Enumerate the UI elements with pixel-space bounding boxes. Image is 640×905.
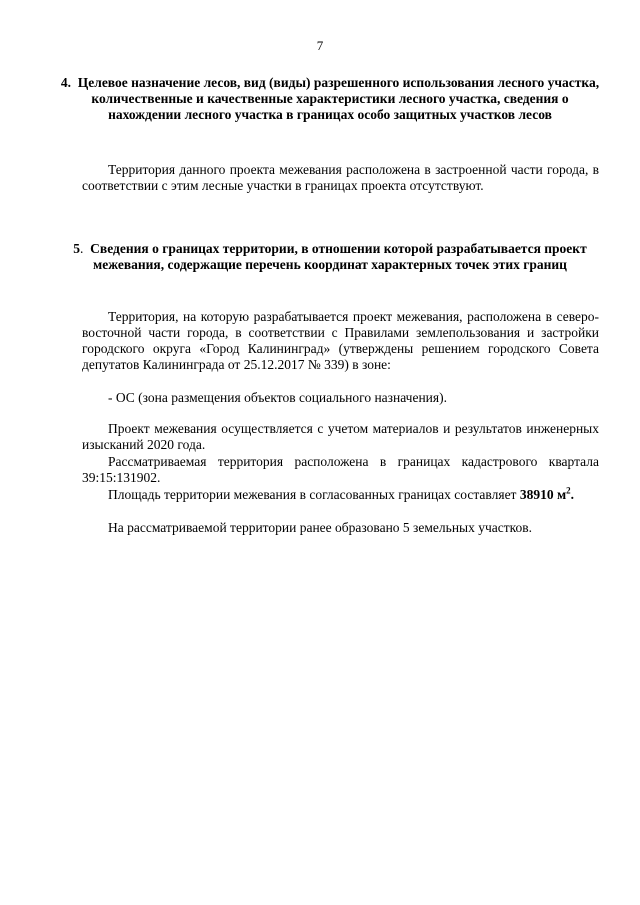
section-5-number: 5 — [73, 241, 81, 256]
section-5-heading: 5. Сведения о границах территории, в отношении которой разрабатывается проект межевания, содержащие перечень координат характерных точек этих границ — [73, 241, 587, 272]
section-4-text: Территория данного проекта межевания расположена в застроенной части города, в соответствии с этим лесные участки в границах проекта отсутствуют. — [82, 162, 599, 193]
area-value-number: 38910 м — [519, 487, 567, 502]
area-text: Площадь территории межевания в согласованных границах составляет — [108, 487, 517, 502]
area-value — [520, 487, 574, 502]
section-4-number: 4. — [60, 75, 71, 90]
section-5-title: Сведения о границах территории, в отношении которой разрабатывается проект межевания, содержащие перечень координат характерных точек этих границ — [90, 241, 587, 272]
zone-item: - ОС (зона размещения объектов социального назначения). — [108, 390, 447, 405]
section-5-paragraph-3: Рассматриваемая территория расположена в границах кадастрового квартала 39:15:131902. — [82, 454, 599, 485]
section-5-paragraph-5: На рассматриваемой территории ранее образовано 5 земельных участков. — [108, 520, 533, 535]
section-4-heading — [60, 75, 600, 123]
section-4-title: Целевое назначение лесов, вид (виды) разрешенного использования лесного участка, количественные и качественные характеристики лесного участка, сведения о нахождении лесного участка в границах особо защитных участков лесов — [77, 75, 600, 122]
section-5-paragraph-2: Проект межевания осуществляется с учетом материалов и результатов инженерных изысканий 2020 года. — [82, 421, 599, 452]
area-unit-superscript: 2 — [566, 485, 571, 496]
area-value-end: . — [570, 487, 575, 502]
page-number: 7 — [316, 38, 324, 53]
section-5-paragraph-1: Территория, на которую разрабатывается проект межевания, расположена в северо-восточной части города, в соответствии с Правилами землепользования и застройки городского округа «Город Калининград» (утверждены решением городского Совета депутатов Калининграда от 25.12.2017 № 339) в зоне: — [82, 309, 599, 372]
section-5-paragraph-4 — [82, 487, 599, 503]
